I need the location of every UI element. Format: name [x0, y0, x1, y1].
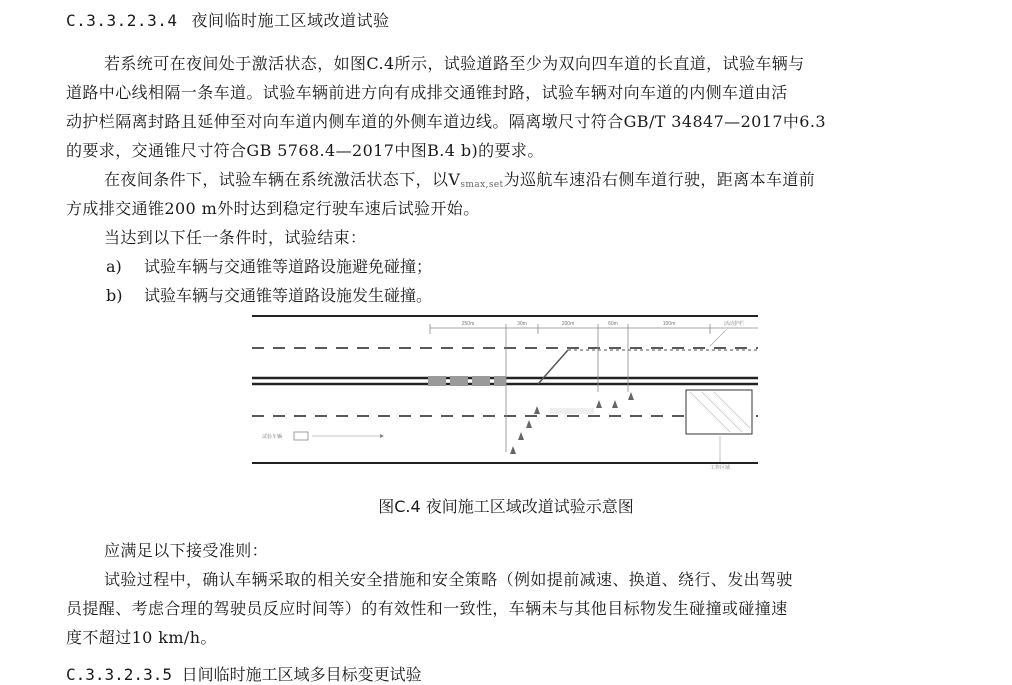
- paragraph-line: 试验过程中，确认车辆采取的相关安全措施和安全策略（例如提前减速、换道、绕行、发出驾驶: [104, 570, 793, 589]
- paragraph-line: 方成排交通锥200 m外时达到稳定行驶车速后试验开始。: [66, 199, 480, 218]
- paragraph-line: 当达到以下任一条件时，试验结束：: [104, 228, 367, 247]
- list-marker: a): [106, 257, 122, 276]
- list-text: 试验车辆与交通锥等道路设施发生碰撞。: [144, 286, 433, 305]
- next-section-number: C.3.3.2.3.5: [66, 665, 172, 684]
- list-text: 试验车辆与交通锥等道路设施避免碰撞；: [144, 257, 433, 276]
- next-section-title: 日间临时施工区域多目标变更试验: [181, 665, 422, 684]
- dimension-label: 30m: [517, 321, 527, 327]
- paragraph-text: 在夜间条件下，试验车辆在系统激活状态下，以V: [104, 170, 461, 189]
- work-zone-label: 工作区域: [709, 465, 731, 471]
- dimension-label: 60m: [608, 321, 618, 327]
- barrier-label: 活动护栏: [723, 321, 745, 327]
- paragraph-line: 的要求，交通锥尺寸符合GB 5768.4—2017中图B.4 b)的要求。: [66, 141, 544, 160]
- dimension-label: 100m: [662, 321, 676, 327]
- dimension-label: 200m: [561, 321, 575, 327]
- mobile-barrier: [428, 376, 506, 386]
- arrow-head-icon: [380, 434, 384, 438]
- section-title: 夜间临时施工区域改道试验: [191, 11, 390, 30]
- paragraph-line: 应满足以下接受准则：: [104, 541, 269, 560]
- list-item: [106, 281, 432, 310]
- barrier-leader: [710, 330, 726, 346]
- vehicle-label: 试验车辆: [262, 434, 283, 440]
- paragraph-text: 为巡航车速沿右侧车道行驶，距离本车道前: [503, 170, 816, 189]
- dimension-label: 250m: [461, 321, 475, 327]
- test-vehicle: [294, 432, 308, 440]
- cone-row: [550, 408, 594, 414]
- next-section-heading: [66, 662, 422, 685]
- paragraph-line: 动护栏隔离封路且延伸至对向车道内侧车道的外侧车道边线。隔离墩尺寸符合GB/T 34847—2017中6.3: [66, 112, 826, 131]
- road-diagram: [250, 312, 762, 472]
- section-number: C.3.3.2.3.4: [66, 11, 178, 30]
- paragraph-line: 道路中心线相隔一条车道。试验车辆前进方向有成排交通锥封路，试验车辆对向车道的内侧车道由活: [66, 83, 788, 102]
- speed-subscript: smax,set: [460, 180, 504, 190]
- paragraph-line: 度不超过10 km/h。: [66, 628, 217, 647]
- paragraph-line: 若系统可在夜间处于激活状态，如图C.4所示，试验道路至少为双向四车道的长直道，试验车辆与: [104, 54, 805, 73]
- list-item: [106, 252, 432, 281]
- section-heading: [66, 8, 389, 31]
- paragraph-line: 员提醒、考虑合理的驾驶员反应时间等）的有效性和一致性，车辆未与其他目标物发生碰撞或碰撞速: [66, 599, 788, 618]
- traffic-cones: [510, 392, 634, 454]
- list-marker: b): [106, 286, 123, 305]
- figure-caption: 图C.4 夜间施工区域改道试验示意图: [378, 497, 634, 516]
